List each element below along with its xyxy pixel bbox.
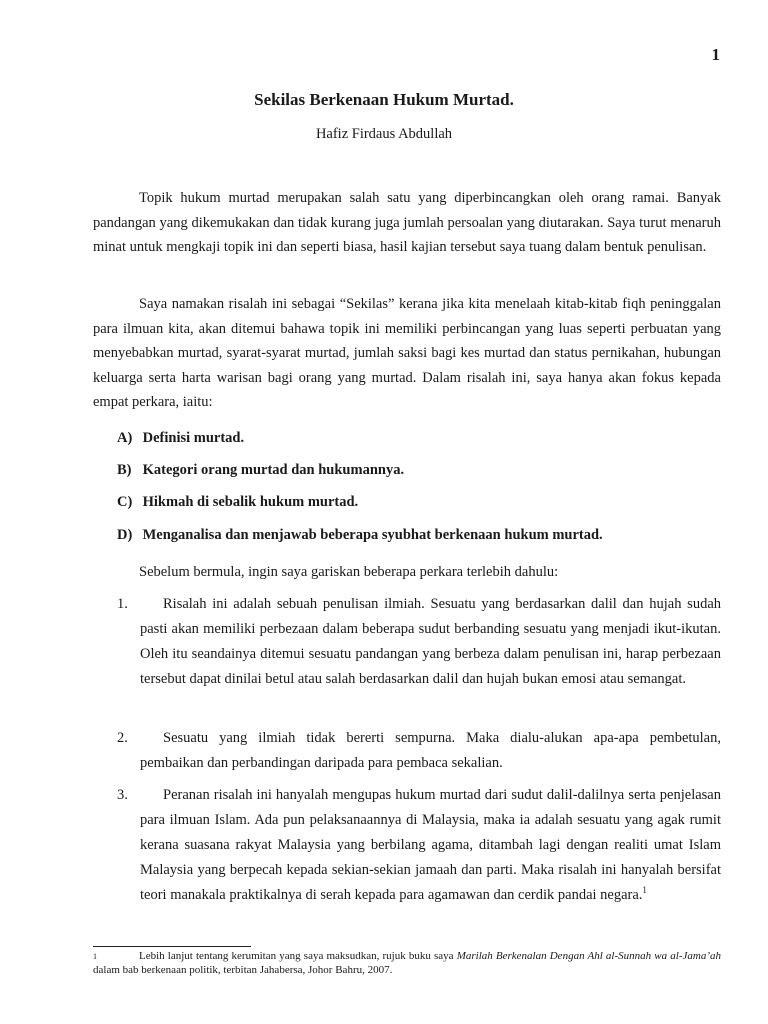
- body-paragraph-1: Topik hukum murtad merupakan salah satu yang diperbincangkan oleh orang ramai. Banyak pandangan yang dikemukakan dan tidak kurang juga jumlah persoalan yang diutarakan. Saya turut menaruh minat untuk mengkaji topik ini dan seperti biasa, hasil kajian tersebut saya tuang dalam bentuk penulisan.: [93, 190, 721, 255]
- point-text: [140, 783, 721, 908]
- topic-label: B): [117, 462, 132, 478]
- numbered-point: [93, 783, 721, 908]
- point-text: Sesuatu yang ilmiah tidak bererti sempurna. Maka dialu-alukan apa-apa pembetulan, pembaikan dan perbandingan daripada para pembaca sekalian.: [140, 730, 721, 771]
- topic-text: Menganalisa dan menjawab beberapa syubhat berkenaan hukum murtad.: [142, 527, 603, 543]
- point-number: 1.: [117, 596, 128, 612]
- topic-text: Definisi murtad.: [142, 430, 245, 446]
- topic-item: [117, 494, 358, 511]
- document-title: Sekilas Berkenaan Hukum Murtad.: [254, 90, 514, 109]
- footnote-separator: [93, 946, 251, 947]
- point-text-body: Peranan risalah ini hanyalah mengupas hukum murtad dari sudut dalil-dalilnya serta penjelasan para ilmuan Islam. Ada pun pelaksanaannya di Malaysia, maka ia adalah sesuatu yang agak rumit kerana suasana rakyat Malaysia yang berbilang agama, ditambah lagi dengan realiti umat Islam Malaysia yang berpecah kepada sekian-sekian jamaah dan parti. Maka risalah ini hanyalah bersifat teori manakala praktikalnya di serah kepada para agamawan dan cerdik pandai negara.: [140, 787, 721, 903]
- footnote-text-before: Lebih lanjut tentang kerumitan yang saya maksudkan, rujuk buku saya: [139, 950, 457, 962]
- topic-label: D): [117, 527, 133, 543]
- point-number: 2.: [117, 730, 128, 746]
- numbered-point: [93, 726, 721, 776]
- footnote-book-title: Marilah Berkenalan Dengan Ahl al-Sunnah wa al-Jama’ah: [456, 950, 721, 962]
- footnote-text: [93, 950, 721, 977]
- intro-paragraph: Sebelum bermula, ingin saya gariskan beberapa perkara terlebih dahulu:: [139, 564, 559, 580]
- topic-item: [117, 527, 603, 544]
- topic-text: Hikmah di sebalik hukum murtad.: [142, 494, 359, 510]
- numbered-point: [93, 592, 721, 692]
- footnote-reference[interactable]: 1: [642, 885, 647, 896]
- point-number: 3.: [117, 787, 128, 803]
- footnote: [93, 950, 721, 977]
- footnote-text-after: dalam bab berkenaan politik, terbitan Jahabersa, Johor Bahru, 2007.: [93, 963, 393, 976]
- topic-item: [117, 430, 244, 447]
- body-paragraph-2: Saya namakan risalah ini sebagai “Sekilas” kerana jika kita menelaah kitab-kitab fiqh peninggalan para ilmuan kita, akan ditemui bahawa topik ini memiliki perbincangan yang luas seperti perbuatan yang menyebabkan murtad, syarat-syarat murtad, jumlah saksi bagi kes murtad dan status pernikahan, hubungan keluarga serta harta warisan bagi orang yang murtad. Dalam risalah ini, saya hanya akan fokus kepada empat perkara, iaitu:: [93, 296, 721, 410]
- author-name: Hafiz Firdaus Abdullah: [315, 126, 453, 142]
- point-text: Risalah ini adalah sebuah penulisan ilmiah. Sesuatu yang berdasarkan dalil dan hujah sudah pasti akan memiliki perbezaan dalam beberapa sudut berbanding sesuatu yang menjadi ikut-ikutan. Oleh itu seandainya ditemui sesuatu pandangan yang berbeza dalam penulisan ini, harap perbezaan tersebut dapat dinilai betul atau salah berdasarkan dalil dan hujah bukan emosi atau semangat.: [140, 596, 721, 687]
- topic-item: [117, 462, 404, 479]
- topic-label: C): [117, 494, 133, 510]
- topic-label: A): [117, 430, 133, 446]
- page-number: 1: [711, 45, 720, 64]
- topic-text: Kategori orang murtad dan hukumannya.: [142, 462, 405, 478]
- footnote-mark: 1: [93, 952, 97, 961]
